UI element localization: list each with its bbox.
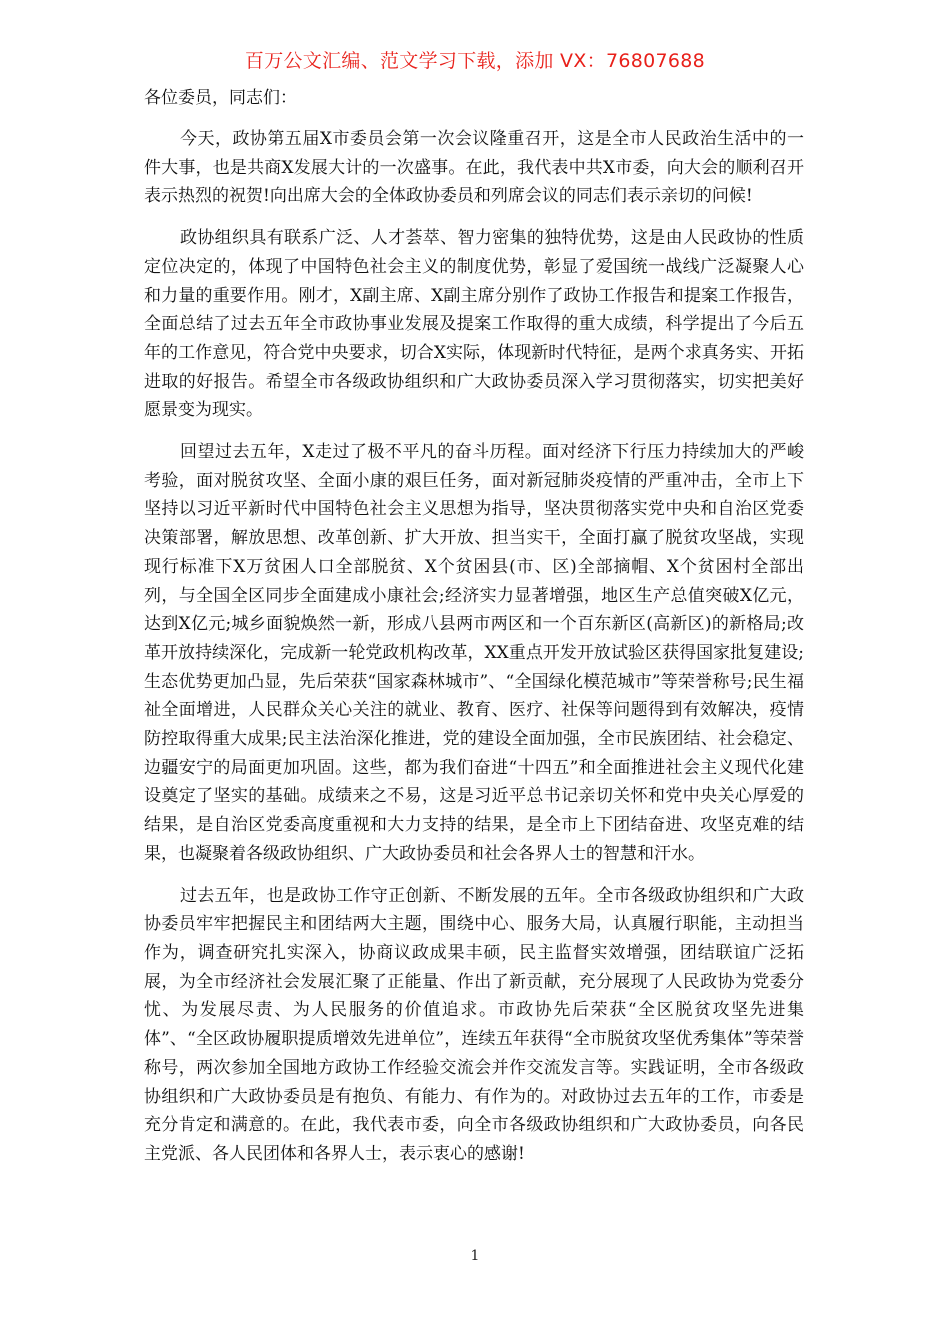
paragraph-five-year-review: 回望过去五年，X走过了极不平凡的奋斗历程。面对经济下行压力持续加大的严峻考验，面对脱贫攻坚、全面小康的艰巨任务，面对新冠肺炎疫情的严重冲击，全市上下坚持以习近平新时代中国特色社会主义思想为指导，坚决贯彻落实党中央和自治区党委决策部署，解放思想、改革创新、扩大开放、担当实干，全面打赢了脱贫攻坚战，实现现行标准下X万贫困人口全部脱贫、X个贫困县(市、区)全部摘帽、X个贫困村全部出列，与全国全区同步全面建成小康社会;经济实力显著增强，地区生产总值突破X亿元，达到X亿元;城乡面貌焕然一新，形成八县两市两区和一个百东新区(高新区)的新格局;改革开放持续深化，完成新一轮党政机构改革，XX重点开发开放试验区获得国家批复建设;生态优势更加凸显，先后荣获“国家森林城市”、“全国绿化模范城市”等荣誉称号;民生福祉全面增进，人民群众关心关注的就业、教育、医疗、社保等问题得到有效解决，疫情防控取得重大成果;民主法治深化推进，党的建设全面加强，全市民族团结、社会稳定、边疆安宁的局面更加巩固。这些，都为我们奋进“十四五”和全面推进社会主义现代化建设奠定了坚实的基础。成绩来之不易，这是习近平总书记亲切关怀和党中央关心厚爱的结果，是自治区党委高度重视和大力支持的结果，是全市上下团结奋进、攻坚克难的结果，也凝聚着各级政协组织、广大政协委员和社会各界人士的智慧和汗水。 xyxy=(144,442,804,864)
paragraph-cppcc-work: 过去五年，也是政协工作守正创新、不断发展的五年。全市各级政协组织和广大政协委员牢牢把握民主和团结两大主题，围绕中心、服务大局，认真履行职能，主动担当作为，调查研究扎实深入，协商议政成果丰硕，民主监督实效增强，团结联谊广泛拓展，为全市经济社会发展汇聚了正能量、作出了新贡献，充分展现了人民政协为党委分忧、为发展尽责、为人民服务的价值追求。市政协先后荣获“全区脱贫攻坚先进集体”、“全区政协履职提质增效先进单位”，连续五年获得“全市脱贫攻坚优秀集体”等荣誉称号，两次参加全国地方政协工作经验交流会并作交流发言等。实践证明，全市各级政协组织和广大政协委员是有抱负、有能力、有作为的。对政协过去五年的工作，市委是充分肯定和满意的。在此，我代表市委，向全市各级政协组织和广大政协委员，向各民主党派、各人民团体和各界人士，表示衷心的感谢! xyxy=(144,885,804,1164)
salutation: 各位委员，同志们： xyxy=(144,88,297,108)
paragraph-cppcc-advantages: 政协组织具有联系广泛、人才荟萃、智力密集的独特优势，这是由人民政协的性质定位决定的，体现了中国特色社会主义的制度优势，彰显了爱国统一战线广泛凝聚人心和力量的重要作用。刚才，X副主席、X副主席分别作了政协工作报告和提案工作报告，全面总结了过去五年全市政协事业发展及提案工作取得的重大成绩，科学提出了今后五年的工作意见，符合党中央要求，切合X实际，体现新时代特征，是两个求真务实、开拓进取的好报告。希望全市各级政协组织和广大政协委员深入学习贯彻落实，切实把美好愿景变为现实。 xyxy=(144,228,804,421)
page-number: 1 xyxy=(470,1248,480,1264)
download-banner: 百万公文汇编、范文学习下载，添加 VX：76807688 xyxy=(244,50,706,72)
paragraph-opening: 今天，政协第五届X市委员会第一次会议隆重召开，这是全市人民政治生活中的一件大事，也是共商X发展大计的一次盛事。在此，我代表中共X市委，向大会的顺利召开表示热烈的祝贺!向出席大会的全体政协委员和列席会议的同志们表示亲切的问候! xyxy=(144,129,804,207)
document-body xyxy=(144,84,804,1182)
